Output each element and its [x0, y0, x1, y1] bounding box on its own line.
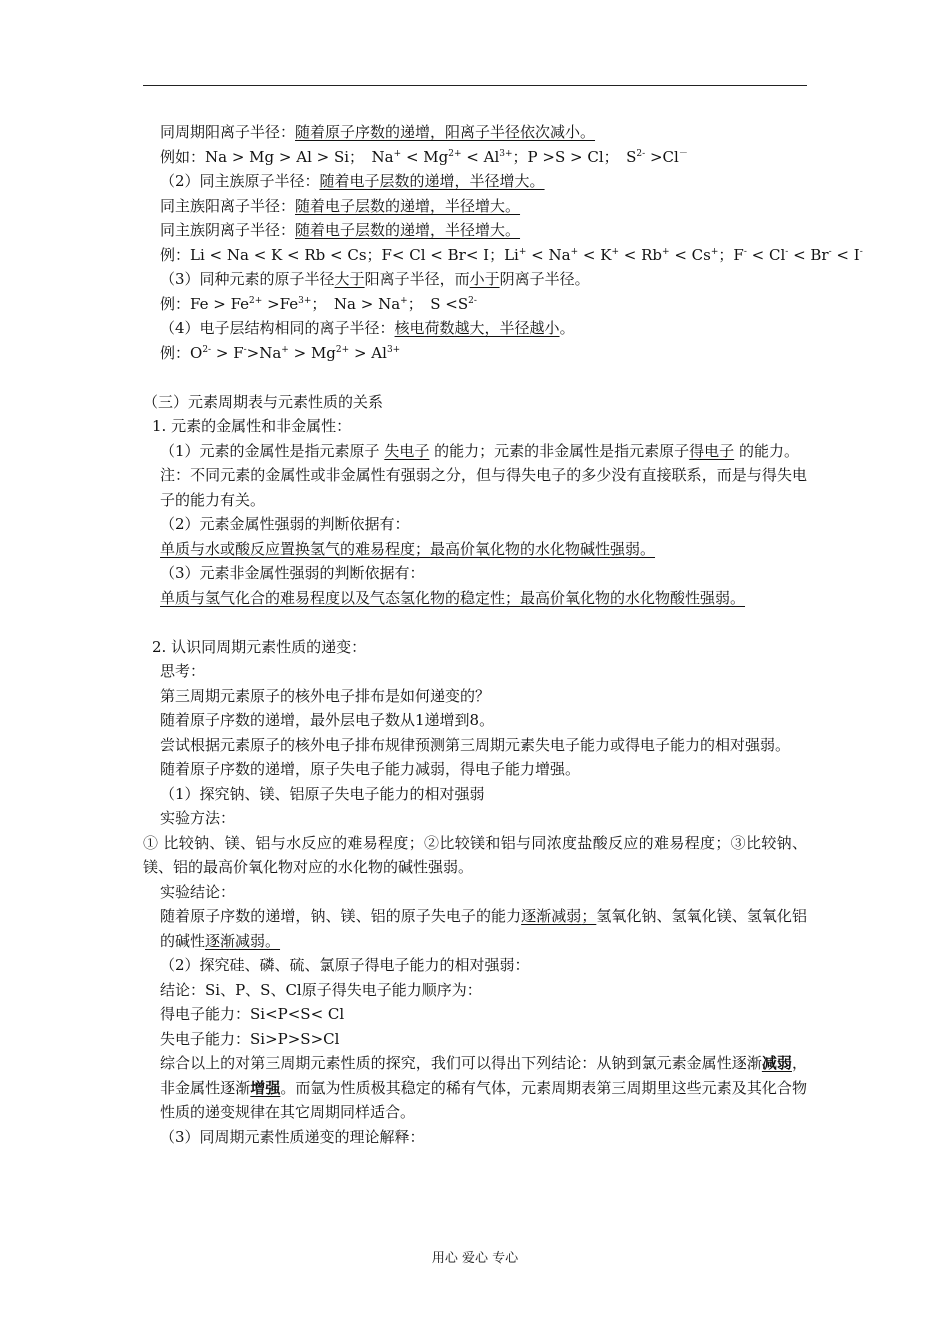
superscript: 2-: [202, 344, 212, 355]
line-metallic-criteria-answer: [143, 537, 807, 562]
line-cation-radius-period: [143, 120, 807, 145]
text-span: >Fe: [262, 294, 299, 313]
text-span: 失电子: [384, 441, 430, 460]
text-span: ；F: [718, 245, 744, 264]
line-answer-1: 随着原子序数的递增，最外层电子数从1递增到8。: [160, 711, 495, 729]
superscript: 3+: [298, 295, 312, 306]
line-example-group: [143, 243, 863, 268]
text-span: 减弱: [761, 1054, 792, 1072]
text-span: 逐渐减弱: [521, 907, 582, 925]
text-span: 例：Fe > Fe: [160, 294, 250, 313]
para-conclusion-1: [143, 904, 807, 953]
text-span: < Rb: [619, 245, 663, 264]
text-span: < I: [831, 245, 860, 264]
para-metallic-definition: [143, 439, 807, 464]
text-span: 同主族阳离子半径：: [160, 196, 296, 215]
text-span: 例：Li < Na < K < Rb < Cs；F< Cl < Br< I；Li: [160, 245, 519, 264]
line-think: 思考：: [160, 662, 206, 680]
text-span: 随着电子层数的递增，半径增大。: [295, 221, 521, 239]
superscript: +: [393, 148, 402, 159]
text-span: 随着电子层数的递增，半径增大。: [295, 196, 521, 215]
text-span: ；: [581, 907, 597, 925]
text-span: （4）电子层结构相同的离子半径：: [160, 319, 395, 337]
text-span: 阳离子半径，而: [364, 270, 470, 288]
document-body: [143, 120, 863, 1149]
line-nonmetallic-criteria-answer: [143, 586, 807, 611]
text-span: 综合以上的对第三周期元素性质的探究，我们可以得出下列结论：从钠到氯元素金属性逐渐: [160, 1054, 762, 1072]
line-group-atom-radius: [143, 169, 807, 194]
superscript: -: [859, 246, 863, 257]
line-gain-electron: 得电子能力：Si<P<S< Cl: [160, 1005, 345, 1023]
text-span: 例如：Na > Mg > Al > Si； Na: [160, 147, 394, 166]
text-span: 同主族阴离子半径：: [160, 221, 296, 239]
superscript: +: [400, 295, 408, 306]
line-conclusion-2: 结论：Si、P、S、Cl原子得失电子能力顺序为：: [160, 980, 482, 999]
text-span: 增强: [250, 1078, 281, 1097]
text-span: > Al: [349, 343, 387, 362]
text-span: ； S <S: [407, 294, 469, 313]
line-question-1: 第三周期元素原子的核外电子排布是如何递变的？: [160, 686, 491, 705]
superscript: -: [785, 246, 789, 257]
superscript: +: [710, 246, 719, 257]
line-same-element-radius: [143, 267, 807, 292]
line-example-same-element: [143, 292, 807, 317]
superscript: +: [518, 246, 527, 257]
line-example-period: [143, 145, 807, 170]
text-span: < Al: [461, 147, 500, 166]
subsection-period-trends: 2. 认识同周期元素性质的递变：: [152, 637, 367, 656]
para-note: 注：不同元素的金属性或非金属性有强弱之分，但与得失电子的多少没有直接联系，而是与得失电子的能力有关。: [160, 466, 807, 509]
superscript: +: [281, 344, 289, 355]
text-span: 核电荷数越大，半径越小: [394, 319, 560, 337]
text-span: >Na: [246, 343, 282, 362]
line-method-label: 实验方法：: [160, 809, 236, 827]
page-footer: 用心 爱心 专心: [431, 1251, 519, 1266]
text-span: 。: [559, 319, 575, 337]
line-group-anion-radius: [143, 218, 807, 243]
superscript: +: [662, 246, 670, 257]
line-example-isoelectronic: [143, 341, 807, 366]
text-span: 随着电子层数的递增，半径增大。: [319, 172, 545, 190]
blank-line: [143, 365, 807, 390]
superscript: +: [570, 246, 579, 257]
line-metallic-criteria: （2）元素金属性强弱的判断依据有：: [160, 515, 410, 533]
text-span: < Cs: [669, 245, 711, 264]
text-span: （2）同主族原子半径：: [160, 172, 320, 190]
text-span: >Cl: [645, 147, 679, 166]
section-heading-3: （三）元素周期表与元素性质的关系: [143, 392, 384, 411]
text-span: < K: [578, 245, 612, 264]
superscript: 2+: [249, 295, 263, 306]
para-summary: [143, 1051, 807, 1125]
blank-line: [143, 610, 807, 635]
superscript: 2+: [335, 344, 350, 355]
text-span: 随着原子序数的递增，阳离子半径依次减小。: [295, 123, 596, 141]
text-span: 单质与水或酸反应置换氢气的难易程度；最高价氧化物的水化物碱性强弱。: [160, 539, 656, 558]
text-span: 大于: [334, 270, 365, 288]
text-span: ，非金属性逐渐: [160, 1054, 807, 1097]
line-answer-2: 随着原子序数的递增，原子失电子能力减弱，得电子能力增强。: [160, 760, 581, 778]
line-theory-explanation: （3）同周期元素性质递变的理论解释：: [160, 1127, 425, 1146]
superscript: －: [678, 148, 688, 159]
superscript: 3+: [386, 344, 401, 355]
text-span: 例：O: [160, 343, 203, 362]
text-span: 单质与氢气化合的难易程度以及气态氢化物的稳定性；最高价氧化物的水化物酸性强弱。: [160, 588, 746, 607]
superscript: 2+: [448, 148, 462, 159]
text-span: ；P >S > Cl； S: [512, 147, 637, 166]
para-question-2: 尝试根据元素原子的核外电子排布规律预测第三周期元素失电子能力或得电子能力的相对强弱。: [160, 735, 791, 754]
line-lose-electron: 失电子能力：Si>P>S>Cl: [160, 1029, 340, 1048]
superscript: -: [743, 246, 747, 257]
superscript: 2-: [636, 148, 646, 159]
text-span: < Br: [788, 245, 829, 264]
text-span: 小于: [469, 270, 500, 288]
superscript: -: [828, 246, 832, 257]
header-rule: [143, 85, 807, 86]
line-experiment-2: （2）探究硅、磷、硫、氯原子得电子能力的相对强弱：: [160, 956, 530, 974]
text-span: 阴离子半径。: [499, 270, 590, 288]
text-span: ； Na > Na: [311, 294, 401, 313]
subsection-metallic-properties: 1. 元素的金属性和非金属性：: [152, 417, 352, 435]
text-span: < Mg: [401, 147, 449, 166]
text-span: < Na: [526, 245, 571, 264]
line-conclusion-label: 实验结论：: [160, 882, 236, 901]
superscript: +: [611, 246, 619, 257]
line-isoelectronic-radius: [143, 316, 807, 341]
superscript: -: [243, 344, 247, 355]
line-nonmetallic-criteria: （3）元素非金属性强弱的判断依据有：: [160, 564, 425, 582]
text-span: 氢氧化钠、氢氧化镁、氢氧化铝的碱性: [160, 907, 807, 950]
line-experiment-1: （1）探究钠、镁、铝原子失电子能力的相对强弱: [160, 784, 485, 803]
text-span: （1）元素的金属性是指元素原子: [160, 441, 380, 460]
text-span: 的能力；元素的非金属性是指元素原子: [434, 441, 690, 460]
superscript: 2-: [468, 295, 477, 306]
text-span: 得电子: [689, 441, 735, 460]
text-span: 同周期阳离子半径：: [160, 123, 296, 141]
para-method: ① 比较钠、镁、铝与水反应的难易程度；②比较镁和铝与同浓度盐酸反应的难易程度；③比较钠、镁、铝的最高价氧化物对应的水化物的碱性强弱。: [143, 833, 807, 876]
text-span: < Cl: [746, 245, 786, 264]
text-span: 。而氩为性质极其稳定的稀有气体，元素周期表第三周期里这些元素及其化合物性质的递变规律在其它周期同样适合。: [160, 1078, 807, 1121]
line-group-cation-radius: [143, 194, 807, 219]
text-span: > F: [211, 343, 244, 362]
text-span: 逐渐减弱。: [205, 931, 281, 950]
superscript: 3+: [499, 148, 513, 159]
text-span: 随着原子序数的递增，钠、镁、铝的原子失电子的能力: [160, 907, 522, 925]
text-span: （3）同种元素的原子半径: [160, 270, 335, 288]
text-span: > Mg: [288, 343, 336, 362]
text-span: 的能力。: [738, 441, 799, 460]
